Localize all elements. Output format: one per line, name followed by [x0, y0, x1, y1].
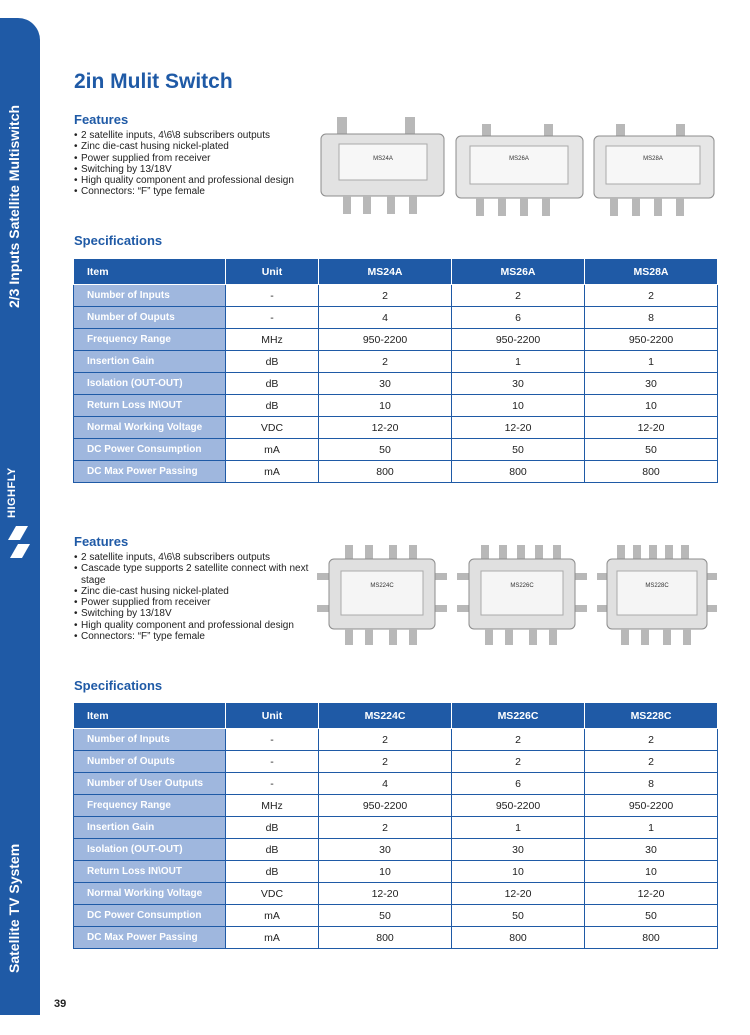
table-cell: 2 [319, 285, 452, 307]
table-cell: 50 [452, 905, 585, 927]
specs-heading-2: Specifications [74, 678, 163, 693]
table-cell: 2 [319, 729, 452, 751]
product-image-ms28a [590, 122, 718, 222]
brand-label: HIGHFLY [6, 467, 18, 518]
table-cell: MHz [226, 795, 319, 817]
table-cell: 8 [585, 773, 718, 795]
row-label: DC Power Consumption [74, 905, 226, 927]
table-cell: 50 [585, 439, 718, 461]
column-header: Item [74, 259, 226, 285]
table-cell: 30 [319, 373, 452, 395]
table-cell: - [226, 751, 319, 773]
table-cell: 800 [452, 927, 585, 949]
table-cell: 800 [319, 461, 452, 483]
table-row [74, 373, 718, 395]
table-cell: 6 [452, 773, 585, 795]
product-image-ms24a [315, 112, 450, 222]
table-row [74, 439, 718, 461]
row-label: Return Loss IN\OUT [74, 395, 226, 417]
table-cell: MHz [226, 329, 319, 351]
table-cell: 12-20 [585, 417, 718, 439]
column-header: MS26A [452, 259, 585, 285]
table-cell: mA [226, 905, 319, 927]
row-label: DC Max Power Passing [74, 927, 226, 949]
table-cell: 950-2200 [452, 795, 585, 817]
table-cell: mA [226, 927, 319, 949]
table-cell: dB [226, 395, 319, 417]
product-label-ms24a: MS24A [373, 156, 393, 162]
table-cell: 950-2200 [585, 329, 718, 351]
column-header: Unit [226, 703, 319, 729]
table-cell: 12-20 [319, 883, 452, 905]
table-row [74, 751, 718, 773]
table-cell: 2 [585, 729, 718, 751]
table-row [74, 773, 718, 795]
table-cell: 10 [585, 395, 718, 417]
product-label-ms224c: MS224C [370, 583, 394, 589]
product-label-ms226c: MS226C [510, 583, 534, 589]
product-label-ms228c: MS228C [645, 583, 669, 589]
row-label: Return Loss IN\OUT [74, 861, 226, 883]
table-cell: 50 [319, 439, 452, 461]
table-cell: 1 [452, 817, 585, 839]
s1-feature-item: • Switching by 13/18V [74, 164, 314, 175]
table-cell: 10 [319, 861, 452, 883]
row-label: Isolation (OUT-OUT) [74, 373, 226, 395]
table-cell: 10 [452, 861, 585, 883]
table-cell: dB [226, 817, 319, 839]
table-cell: 950-2200 [319, 795, 452, 817]
table-cell: 8 [585, 307, 718, 329]
row-label: Normal Working Voltage [74, 417, 226, 439]
table-cell: mA [226, 439, 319, 461]
table-cell: 1 [585, 817, 718, 839]
table-cell: 4 [319, 307, 452, 329]
s2-feature-item: • Connectors: “F” type female [74, 631, 314, 642]
table-cell: 30 [319, 839, 452, 861]
row-label: Insertion Gain [74, 351, 226, 373]
table-cell: 12-20 [452, 883, 585, 905]
features-list-2 [74, 552, 314, 642]
table-cell: 1 [585, 351, 718, 373]
row-label: Number of Inputs [74, 729, 226, 751]
product-label-ms26a: MS26A [509, 156, 529, 162]
table-cell: 2 [452, 729, 585, 751]
table-row [74, 351, 718, 373]
table-cell: 950-2200 [585, 795, 718, 817]
s1-feature-item: • Power supplied from receiver [74, 153, 314, 164]
page-number: 39 [54, 998, 67, 1010]
table-cell: 6 [452, 307, 585, 329]
table-cell: 30 [585, 839, 718, 861]
column-header: MS224C [319, 703, 452, 729]
column-header: MS228C [585, 703, 718, 729]
spec-table-1 [73, 258, 718, 483]
row-label: DC Max Power Passing [74, 461, 226, 483]
table-row [74, 285, 718, 307]
table-cell: 2 [319, 751, 452, 773]
s2-feature-item: • Switching by 13/18V [74, 608, 314, 619]
table-row [74, 329, 718, 351]
table-row [74, 395, 718, 417]
table-row [74, 883, 718, 905]
sidebar-top-label: 2/3 Inputs Satellite Multiswitch [6, 104, 22, 308]
table-cell: 12-20 [452, 417, 585, 439]
features-heading-2: Features [74, 534, 129, 549]
spec-table-2 [73, 702, 718, 949]
product-image-ms224c [315, 543, 450, 653]
row-label: Number of User Outputs [74, 773, 226, 795]
column-header: MS28A [585, 259, 718, 285]
table-row [74, 861, 718, 883]
product-image-ms26a [452, 122, 587, 222]
table-row [74, 839, 718, 861]
row-label: Normal Working Voltage [74, 883, 226, 905]
table-cell: 2 [585, 751, 718, 773]
table-cell: 2 [319, 351, 452, 373]
table-cell: 30 [452, 839, 585, 861]
row-label: Frequency Range [74, 329, 226, 351]
table-cell: 10 [585, 861, 718, 883]
row-label: DC Power Consumption [74, 439, 226, 461]
table-cell: dB [226, 373, 319, 395]
s1-feature-item: • Zinc die-cast husing nickel-plated [74, 141, 314, 152]
row-label: Insertion Gain [74, 817, 226, 839]
table-cell: mA [226, 461, 319, 483]
s2-feature-item: • Zinc die-cast husing nickel-plated [74, 586, 314, 597]
column-header: Unit [226, 259, 319, 285]
row-label: Isolation (OUT-OUT) [74, 839, 226, 861]
column-header: Item [74, 703, 226, 729]
row-label: Number of Inputs [74, 285, 226, 307]
table-cell: 2 [585, 285, 718, 307]
s2-feature-item: • 2 satellite inputs, 4\6\8 subscribers outputs [74, 552, 314, 563]
table-cell: 50 [319, 905, 452, 927]
table-row [74, 905, 718, 927]
table-cell: 12-20 [585, 883, 718, 905]
table-cell: 800 [319, 927, 452, 949]
table-cell: 2 [452, 285, 585, 307]
table-cell: 30 [452, 373, 585, 395]
table-cell: - [226, 307, 319, 329]
table-cell: 10 [452, 395, 585, 417]
s2-feature-item: • Cascade type supports 2 satellite connect with next stage [74, 563, 314, 586]
s2-feature-item: • Power supplied from receiver [74, 597, 314, 608]
product-image-ms226c [455, 543, 590, 653]
table-cell: 4 [319, 773, 452, 795]
s1-feature-item: • Connectors: “F” type female [74, 186, 314, 197]
page-title: 2in Mulit Switch [74, 70, 233, 93]
table-cell: 950-2200 [452, 329, 585, 351]
table-cell: 10 [319, 395, 452, 417]
table-cell: - [226, 729, 319, 751]
table-row [74, 307, 718, 329]
table-row [74, 461, 718, 483]
column-header: MS226C [452, 703, 585, 729]
table-cell: VDC [226, 417, 319, 439]
table-cell: dB [226, 351, 319, 373]
features-heading-1: Features [74, 112, 129, 127]
features-list-1 [74, 130, 314, 198]
table-row [74, 729, 718, 751]
table-cell: 1 [452, 351, 585, 373]
product-image-ms228c [595, 543, 720, 653]
table-cell: 950-2200 [319, 329, 452, 351]
table-row [74, 817, 718, 839]
s1-feature-item: • High quality component and professional design [74, 175, 314, 186]
s1-feature-item: • 2 satellite inputs, 4\6\8 subscribers outputs [74, 130, 314, 141]
table-row [74, 417, 718, 439]
table-cell: 800 [585, 927, 718, 949]
table-cell: VDC [226, 883, 319, 905]
table-cell: 50 [452, 439, 585, 461]
column-header: MS24A [319, 259, 452, 285]
table-cell: 2 [319, 817, 452, 839]
table-cell: - [226, 773, 319, 795]
table-row [74, 795, 718, 817]
row-label: Number of Ouputs [74, 307, 226, 329]
table-cell: 12-20 [319, 417, 452, 439]
s2-feature-item: • High quality component and professional design [74, 620, 314, 631]
table-row [74, 927, 718, 949]
sidebar-bottom-label: Satellite TV System [6, 843, 22, 973]
row-label: Frequency Range [74, 795, 226, 817]
table-cell: 2 [452, 751, 585, 773]
table-cell: - [226, 285, 319, 307]
table-cell: 30 [585, 373, 718, 395]
product-label-ms28a: MS28A [643, 156, 663, 162]
specs-heading-1: Specifications [74, 233, 163, 248]
table-cell: 800 [452, 461, 585, 483]
row-label: Number of Ouputs [74, 751, 226, 773]
table-cell: dB [226, 861, 319, 883]
table-cell: 50 [585, 905, 718, 927]
table-cell: 800 [585, 461, 718, 483]
table-cell: dB [226, 839, 319, 861]
